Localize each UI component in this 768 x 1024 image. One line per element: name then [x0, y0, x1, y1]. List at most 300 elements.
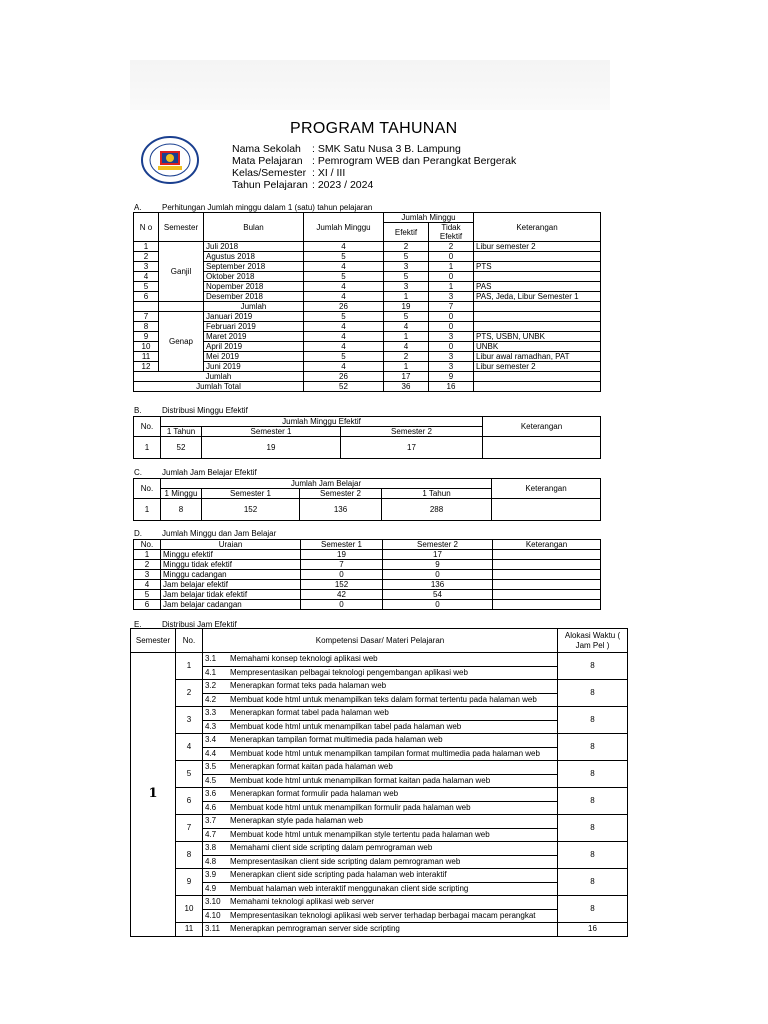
jam-pel-value: 8: [558, 788, 628, 815]
jumlah-value: 17: [384, 372, 429, 382]
table-row: [134, 332, 601, 342]
kd-cell: [203, 828, 558, 842]
kd-text: Menerapkan format tabel pada halaman web: [230, 708, 389, 718]
table-cell: 12: [134, 362, 159, 372]
blurred-header-band: [130, 60, 610, 110]
genap-rows: [134, 312, 601, 372]
month-cell: Februari 2019: [204, 322, 304, 332]
section-e-rows: [131, 653, 628, 937]
group-number: 10: [176, 896, 203, 923]
table-cell: 4: [304, 242, 384, 252]
kd-text: Membuat kode html untuk menampilkan tampilan format multimedia pada halaman web: [230, 748, 540, 758]
kd-number: 3.3: [205, 708, 217, 718]
table-cell: 5: [304, 272, 384, 282]
col-header: Jumlah Jam Belajar: [161, 479, 492, 489]
table-row: [131, 788, 628, 802]
kd-cell: [203, 761, 558, 775]
col-header: N o: [134, 213, 159, 242]
table-cell: 3: [384, 282, 429, 292]
jumlah-value: 7: [429, 302, 474, 312]
kd-number: 3.1: [205, 654, 217, 664]
school-info: [232, 143, 516, 191]
col-header: No.: [134, 417, 161, 437]
semester-value: 1: [131, 653, 176, 937]
col-header: Jumlah Minggu Efektif: [161, 417, 483, 427]
table-cell: 11: [134, 352, 159, 362]
table-row: [131, 869, 628, 883]
kd-cell: [203, 707, 558, 721]
kd-number: 4.2: [205, 694, 217, 704]
table-cell: 2: [134, 560, 161, 570]
jumlah-total-label: Jumlah Total: [134, 382, 304, 392]
col-header: 1 Tahun: [382, 489, 492, 499]
table-cell: 136: [300, 499, 382, 521]
kd-text: Mempresentasikan teknologi aplikasi web server terhadap berbagai macam perangkat: [230, 910, 536, 920]
section-a-table: [133, 212, 601, 392]
table-cell: 136: [383, 580, 493, 590]
table-cell: 6: [134, 292, 159, 302]
document-title: PROGRAM TAHUNAN: [290, 120, 458, 137]
jumlah-total-value: 52: [304, 382, 384, 392]
col-header: Semester 1: [202, 427, 341, 437]
kd-cell: [203, 693, 558, 707]
table-cell: 1: [429, 282, 474, 292]
col-header: Semester 2: [383, 540, 493, 550]
month-cell: Desember 2018: [204, 292, 304, 302]
kd-text: Mempresentasikan client side scripting dalam pemrograman web: [230, 856, 461, 866]
kd-cell: [203, 801, 558, 815]
field-value: : SMK Satu Nusa 3 B. Lampung: [312, 143, 461, 155]
table-row: [131, 801, 628, 815]
table-cell: 3: [429, 292, 474, 302]
uraian-cell: Jam belajar efektif: [161, 580, 301, 590]
kd-cell: [203, 680, 558, 694]
kd-number: 3.8: [205, 843, 217, 853]
field-label: Tahun Pelajaran: [232, 179, 308, 191]
kd-cell: [203, 882, 558, 896]
col-header: Keterangan: [492, 479, 601, 499]
section-e-heading: E. Distribusi Jam Efektif: [134, 620, 237, 629]
table-cell: 0: [429, 322, 474, 332]
table-cell: 0: [301, 600, 383, 610]
kd-cell: [203, 720, 558, 734]
group-number: 2: [176, 680, 203, 707]
table-cell: 52: [161, 437, 202, 459]
table-cell: 4: [384, 342, 429, 352]
table-cell: 2: [384, 242, 429, 252]
col-header: Efektif: [384, 223, 429, 242]
keterangan-cell: Libur semester 2: [474, 242, 601, 252]
jam-pel-value: 8: [558, 815, 628, 842]
table-cell: 4: [134, 580, 161, 590]
table-row: [134, 570, 601, 580]
keterangan-cell: [474, 312, 601, 322]
group-number: 3: [176, 707, 203, 734]
jumlah-total-value: 16: [429, 382, 474, 392]
group-number: 11: [176, 923, 203, 937]
kd-number: 3.10: [205, 897, 221, 907]
keterangan-cell: PAS: [474, 282, 601, 292]
table-row: [134, 580, 601, 590]
kd-cell: [203, 869, 558, 883]
table-cell: 0: [383, 600, 493, 610]
month-cell: Juni 2019: [204, 362, 304, 372]
school-logo-icon: [140, 135, 200, 185]
keterangan-cell: [493, 580, 601, 590]
table-row: [131, 653, 628, 667]
kd-cell: [203, 842, 558, 856]
table-row: [131, 842, 628, 856]
table-cell: 152: [202, 499, 300, 521]
table-cell: 3: [134, 262, 159, 272]
table-cell: 6: [134, 600, 161, 610]
col-header: No.: [134, 479, 161, 499]
table-row: [134, 312, 601, 322]
table-row: [134, 262, 601, 272]
table-cell: 1: [384, 362, 429, 372]
jam-pel-value: 8: [558, 680, 628, 707]
month-cell: Januari 2019: [204, 312, 304, 322]
section-b-heading: B. Distribusi Minggu Efektif: [134, 406, 248, 415]
keterangan-cell: [474, 322, 601, 332]
kd-number: 3.7: [205, 816, 217, 826]
table-cell: 2: [384, 352, 429, 362]
col-header: 1 Minggu: [161, 489, 202, 499]
group-number: 1: [176, 653, 203, 680]
table-cell: 3: [429, 352, 474, 362]
jam-pel-value: 8: [558, 653, 628, 680]
table-cell: 0: [429, 252, 474, 262]
month-cell: April 2019: [204, 342, 304, 352]
kd-number: 4.10: [205, 910, 221, 920]
section-e-table: [130, 628, 628, 937]
kd-number: 3.11: [205, 924, 220, 934]
kd-number: 3.9: [205, 870, 217, 880]
keterangan-cell: [493, 570, 601, 580]
kd-cell: [203, 734, 558, 748]
table-cell: 0: [429, 342, 474, 352]
table-row: [134, 352, 601, 362]
semester-label: Ganjil: [159, 242, 204, 302]
kd-text: Membuat kode html untuk menampilkan formulir pada halaman web: [230, 802, 471, 812]
kd-text: Memahami client side scripting dalam pemrograman web: [230, 843, 433, 853]
field-label: Mata Pelajaran: [232, 155, 303, 167]
table-cell: 1: [134, 437, 161, 459]
kd-text: Mempresentasikan pelbagai teknologi pengembangan aplikasi web: [230, 667, 468, 677]
kd-number: 4.3: [205, 721, 217, 731]
keterangan-cell: [474, 272, 601, 282]
table-cell: 4: [304, 282, 384, 292]
group-number: 4: [176, 734, 203, 761]
col-header: No.: [134, 540, 161, 550]
keterangan-cell: PTS, USBN, UNBK: [474, 332, 601, 342]
table-cell: 4: [304, 332, 384, 342]
table-cell: 1: [384, 292, 429, 302]
jumlah-label: Jumlah: [204, 302, 304, 312]
jam-pel-value: 8: [558, 896, 628, 923]
keterangan-cell: PAS, Jeda, Libur Semester 1: [474, 292, 601, 302]
uraian-cell: Jam belajar tidak efektif: [161, 590, 301, 600]
table-cell: 0: [429, 312, 474, 322]
table-row: [134, 342, 601, 352]
month-cell: Maret 2019: [204, 332, 304, 342]
table-row: [131, 680, 628, 694]
col-header: 1 Tahun: [161, 427, 202, 437]
kd-text: Menerapkan format formulir pada halaman web: [230, 789, 399, 799]
section-d-heading: D. Jumlah Minggu dan Jam Belajar: [134, 529, 277, 538]
col-header: No.: [176, 629, 203, 653]
kd-number: 3.6: [205, 789, 217, 799]
field-label: Kelas/Semester: [232, 167, 307, 179]
kd-text: Memahami konsep teknologi aplikasi web: [230, 654, 378, 664]
jumlah-value: 19: [384, 302, 429, 312]
col-header: Semester: [159, 213, 204, 242]
kd-cell: [203, 896, 558, 910]
table-cell: 10: [134, 342, 159, 352]
group-number: 9: [176, 869, 203, 896]
kd-text: Membuat halaman web interaktif menggunakan client side scripting: [230, 883, 469, 893]
table-cell: 9: [134, 332, 159, 342]
table-cell: 0: [301, 570, 383, 580]
table-cell: 4: [384, 322, 429, 332]
table-cell: 5: [384, 312, 429, 322]
keterangan-cell: Libur semester 2: [474, 362, 601, 372]
kd-text: Menerapkan style pada halaman web: [230, 816, 363, 826]
kd-text: Membuat kode html untuk menampilkan tabel pada halaman web: [230, 721, 462, 731]
table-row: [134, 272, 601, 282]
keterangan-cell: [493, 550, 601, 560]
table-cell: 5: [134, 282, 159, 292]
table-cell: 5: [134, 590, 161, 600]
table-row: [131, 828, 628, 842]
table-row: [134, 282, 601, 292]
kd-cell: [203, 923, 558, 937]
table-cell: 1: [429, 262, 474, 272]
table-cell: 0: [383, 570, 493, 580]
table-cell: 288: [382, 499, 492, 521]
table-row: [131, 882, 628, 896]
table-cell: 5: [304, 252, 384, 262]
section-b-table: [133, 416, 601, 459]
table-row: [131, 734, 628, 748]
table-row: [134, 292, 601, 302]
section-d-table: [133, 539, 601, 610]
table-cell: 4: [304, 322, 384, 332]
table-row: [131, 707, 628, 721]
col-header: Jumlah Minggu: [384, 213, 474, 223]
table-cell: 4: [304, 292, 384, 302]
month-cell: Oktober 2018: [204, 272, 304, 282]
table-cell: 19: [202, 437, 341, 459]
kd-cell: [203, 653, 558, 667]
table-cell: 1: [134, 550, 161, 560]
kd-cell: [203, 774, 558, 788]
col-header: Semester 1: [202, 489, 300, 499]
field-value: : Pemrogram WEB dan Perangkat Bergerak: [312, 155, 517, 167]
group-number: 5: [176, 761, 203, 788]
col-header: Semester: [131, 629, 176, 653]
section-c-heading: C. Jumlah Jam Belajar Efektif: [134, 468, 257, 477]
month-cell: Agustus 2018: [204, 252, 304, 262]
table-row: [131, 855, 628, 869]
kd-cell: [203, 855, 558, 869]
kd-number: 4.6: [205, 802, 217, 812]
table-cell: 4: [304, 262, 384, 272]
table-row: [131, 923, 628, 937]
table-cell: 0: [429, 272, 474, 282]
jam-pel-value: 8: [558, 761, 628, 788]
table-cell: 3: [429, 332, 474, 342]
table-row: [131, 896, 628, 910]
month-cell: Mei 2019: [204, 352, 304, 362]
table-cell: 17: [383, 550, 493, 560]
kd-number: 4.9: [205, 883, 217, 893]
kd-text: Membuat kode html untuk menampilkan teks dalam format tertentu pada halaman web: [230, 694, 537, 704]
keterangan-cell: PTS: [474, 262, 601, 272]
table-cell: 4: [304, 362, 384, 372]
uraian-cell: Jam belajar cadangan: [161, 600, 301, 610]
table-cell: 2: [134, 252, 159, 262]
uraian-cell: Minggu cadangan: [161, 570, 301, 580]
uraian-cell: Minggu tidak efektif: [161, 560, 301, 570]
jam-pel-value: 16: [558, 923, 628, 937]
col-header: Keterangan: [493, 540, 601, 550]
keterangan-cell: Libur awal ramadhan, PAT: [474, 352, 601, 362]
group-number: 6: [176, 788, 203, 815]
table-row: [131, 774, 628, 788]
table-cell: 1: [134, 499, 161, 521]
month-cell: September 2018: [204, 262, 304, 272]
kd-text: Menerapkan tampilan format multimedia pada halaman web: [230, 735, 443, 745]
ganjil-rows: [134, 242, 601, 302]
col-header: Alokasi Waktu ( Jam Pel ): [558, 629, 628, 653]
table-cell: 5: [384, 272, 429, 282]
col-header: Semester 1: [301, 540, 383, 550]
kd-cell: [203, 747, 558, 761]
field-label: Nama Sekolah: [232, 143, 301, 155]
col-header: Semester 2: [300, 489, 382, 499]
table-cell: 8: [134, 322, 159, 332]
keterangan-cell: [493, 560, 601, 570]
col-header: Semester 2: [341, 427, 483, 437]
kd-cell: [203, 788, 558, 802]
kd-text: Membuat kode html untuk menampilkan style tertentu pada halaman web: [230, 829, 490, 839]
kd-cell: [203, 666, 558, 680]
table-row: [131, 693, 628, 707]
table-row: [131, 815, 628, 829]
section-a-heading: A. Perhitungan Jumlah minggu dalam 1 (satu) tahun pelajaran: [134, 203, 373, 212]
table-cell: 4: [304, 342, 384, 352]
table-cell: 4: [134, 272, 159, 282]
semester-label: Genap: [159, 312, 204, 372]
table-cell: 1: [384, 332, 429, 342]
table-row: [131, 666, 628, 680]
kd-text: Menerapkan pemrograman server side scripting: [230, 924, 400, 934]
table-row: [134, 550, 601, 560]
jumlah-value: 26: [304, 302, 384, 312]
table-row: [131, 761, 628, 775]
table-row: [134, 560, 601, 570]
kd-text: Menerapkan client side scripting pada halaman web interaktif: [230, 870, 447, 880]
table-cell: 5: [304, 352, 384, 362]
col-header: Bulan: [204, 213, 304, 242]
kd-number: 4.8: [205, 856, 217, 866]
table-cell: 9: [383, 560, 493, 570]
field-value: : XI / III: [312, 167, 346, 179]
month-cell: Nopember 2018: [204, 282, 304, 292]
keterangan-cell: [493, 600, 601, 610]
table-cell: 152: [301, 580, 383, 590]
jumlah-value: 9: [429, 372, 474, 382]
jam-pel-value: 8: [558, 734, 628, 761]
section-c-table: [133, 478, 601, 521]
table-cell: 54: [383, 590, 493, 600]
table-row: [131, 747, 628, 761]
table-cell: 1: [134, 242, 159, 252]
table-cell: 3: [134, 570, 161, 580]
table-cell: 7: [134, 312, 159, 322]
table-cell: 19: [301, 550, 383, 560]
jam-pel-value: 8: [558, 842, 628, 869]
kd-number: 4.7: [205, 829, 217, 839]
kd-number: 4.1: [205, 667, 217, 677]
table-cell: 7: [301, 560, 383, 570]
jumlah-total-value: 36: [384, 382, 429, 392]
jam-pel-value: 8: [558, 707, 628, 734]
kd-number: 4.4: [205, 748, 217, 758]
kd-number: 4.5: [205, 775, 217, 785]
kd-number: 3.4: [205, 735, 217, 745]
kd-text: Menerapkan format teks pada halaman web: [230, 681, 387, 691]
group-number: 8: [176, 842, 203, 869]
col-header: Keterangan: [483, 417, 601, 437]
col-header: Uraian: [161, 540, 301, 550]
table-cell: 42: [301, 590, 383, 600]
table-cell: 3: [429, 362, 474, 372]
group-number: 7: [176, 815, 203, 842]
kd-number: 3.2: [205, 681, 217, 691]
jam-pel-value: 8: [558, 869, 628, 896]
month-cell: Juli 2018: [204, 242, 304, 252]
table-row: [134, 600, 601, 610]
col-header: Kompetensi Dasar/ Materi Pelajaran: [203, 629, 558, 653]
keterangan-cell: UNBK: [474, 342, 601, 352]
col-header: Keterangan: [474, 213, 601, 242]
table-cell: 3: [384, 262, 429, 272]
table-cell: 8: [161, 499, 202, 521]
kd-cell: [203, 815, 558, 829]
table-row: [134, 322, 601, 332]
field-value: : 2023 / 2024: [312, 179, 374, 191]
table-cell: 5: [304, 312, 384, 322]
table-row: [134, 590, 601, 600]
col-header: Jumlah Minggu: [304, 213, 384, 242]
table-cell: 5: [384, 252, 429, 262]
kd-text: Memahami teknologi aplikasi web server: [230, 897, 375, 907]
kd-text: Membuat kode html untuk menampilkan format kaitan pada halaman web: [230, 775, 491, 785]
table-row: [131, 720, 628, 734]
col-header: Tidak Efektif: [429, 223, 474, 242]
uraian-cell: Minggu efektif: [161, 550, 301, 560]
table-row: [131, 909, 628, 923]
kd-number: 3.5: [205, 762, 217, 772]
keterangan-cell: [493, 590, 601, 600]
kd-cell: [203, 909, 558, 923]
jumlah-value: 26: [304, 372, 384, 382]
section-d-rows: [134, 550, 601, 610]
table-cell: 17: [341, 437, 483, 459]
jumlah-label: Jumlah: [134, 372, 304, 382]
